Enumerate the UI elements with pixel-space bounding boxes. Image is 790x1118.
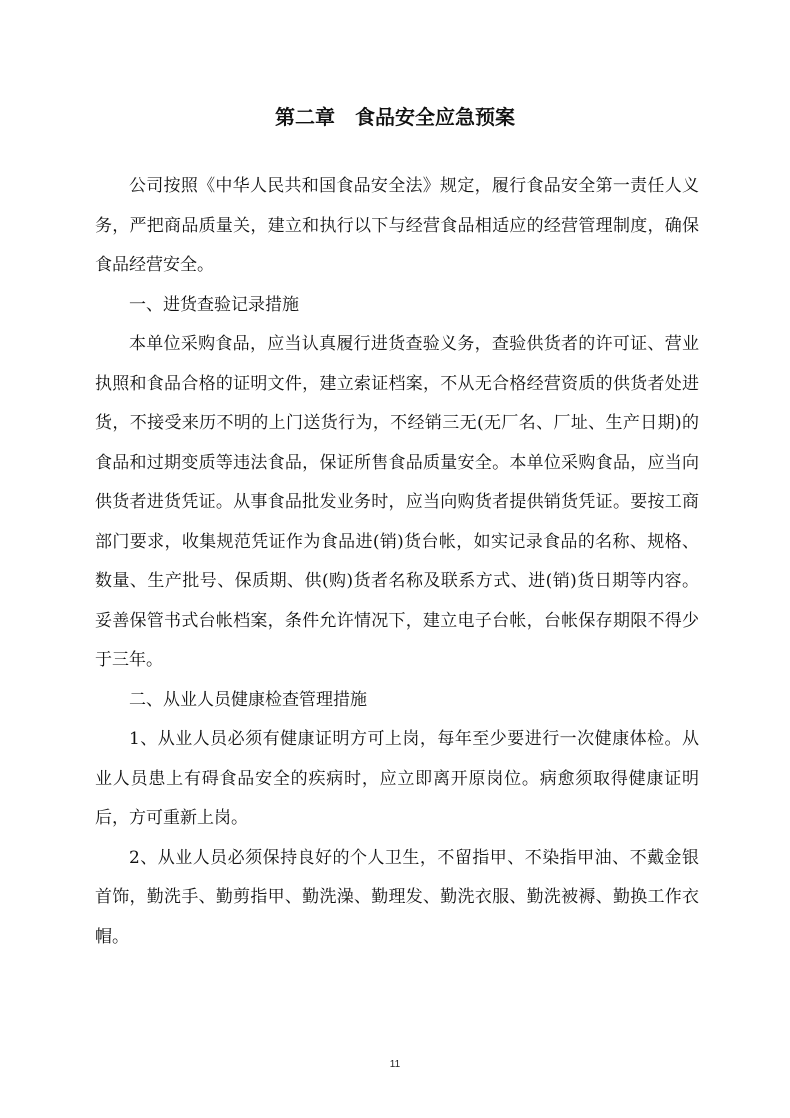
staff-health-item-2: 2、从业人员必须保持良好的个人卫生，不留指甲、不染指甲油、不戴金银首饰，勤洗手、勤剪指甲、勤洗澡、勤理发、勤洗衣服、勤洗被褥、勤换工作衣帽。 (95, 847, 699, 947)
intro-paragraph: 公司按照《中华人民共和国食品安全法》规定，履行食品安全第一责任人义务，严把商品质量关，建立和执行以下与经营食品相适应的经营管理制度，确保食品经营安全。 (95, 176, 699, 275)
section-heading-purchase-inspection: 一、进货查验记录措施 (129, 294, 299, 315)
chapter-title: 第二章 食品安全应急预案 (275, 105, 515, 129)
document-body (95, 167, 699, 957)
purchase-inspection-paragraph: 本单位采购食品，应当认真履行进货查验义务，查验供货者的许可证、营业执照和食品合格的证明文件，建立索证档案，不从无合格经营资质的供货者处进货，不接受来历不明的上门送货行为，不经销三无(无厂名、厂址、生产日期)的食品和过期变质等违法食品，保证所售食品质量安全。本单位采购食品，应当向供货者进货凭证。从事食品批发业务时，应当向购货者提供销货凭证。要按工商部门要求，收集规范凭证作为食品进(销)货台帐，如实记录食品的名称、规格、数量、生产批号、保质期、供(购)货者名称及联系方式、进(销)货日期等内容。妥善保管书式台帐档案，条件允许情况下，建立电子台帐，台帐保存期限不得少于三年。 (95, 334, 699, 670)
staff-health-item-1: 1、从业人员必须有健康证明方可上岗，每年至少要进行一次健康体检。从业人员患上有碍食品安全的疾病时，应立即离开原岗位。病愈须取得健康证明后，方可重新上岗。 (95, 729, 699, 828)
section-heading-staff-health: 二、从业人员健康检查管理措施 (129, 689, 367, 710)
page-number: 11 (389, 1059, 401, 1070)
